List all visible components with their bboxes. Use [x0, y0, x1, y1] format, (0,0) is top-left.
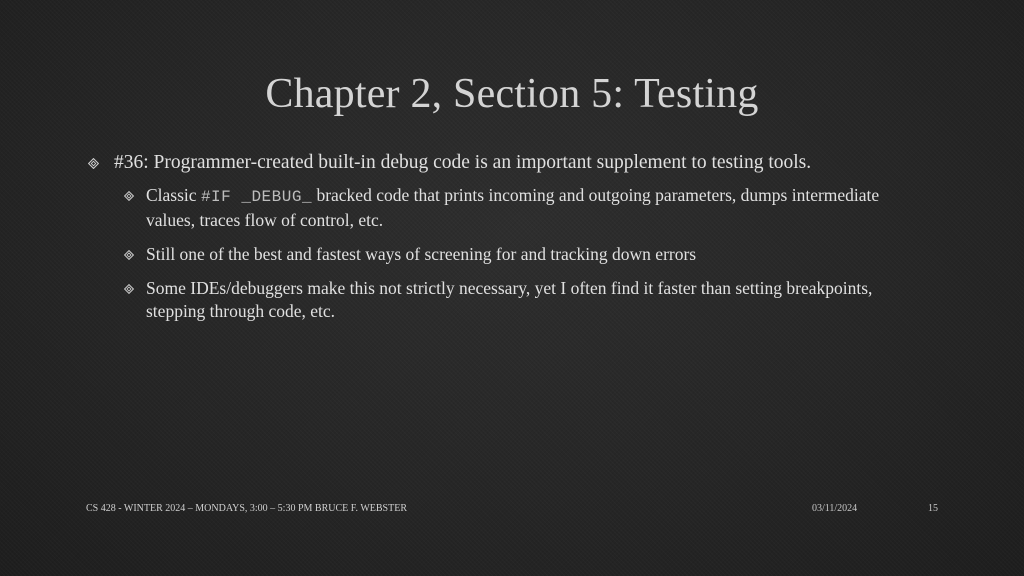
main-bullet-text: #36: Programmer-created built-in debug code is an important supplement to testing tools.	[114, 152, 812, 173]
sub-bullet-text: Still one of the best and fastest ways of screening for and tracking down errors	[146, 244, 697, 264]
debug-code-snippet: #IF _DEBUG_	[200, 188, 313, 206]
footer-page-number: 15	[928, 503, 938, 514]
sub-bullet	[124, 243, 906, 266]
slide-content	[88, 150, 968, 323]
diamond-outline-icon	[124, 284, 134, 294]
sub-bullet	[124, 277, 906, 323]
slide-title: Chapter 2, Section 5: Testing	[265, 71, 759, 117]
diamond-outline-icon	[124, 250, 134, 260]
sub-bullet-text: Some IDEs/debuggers make this not strictly necessary, yet I often find it faster than setting breakpoints, stepping through code, etc.	[146, 278, 873, 321]
footer-course-info: CS 428 - WINTER 2024 – MONDAYS, 3:00 – 5:30 PM BRUCE F. WEBSTER	[86, 503, 407, 514]
main-bullet	[88, 150, 968, 176]
footer-date: 03/11/2024	[812, 503, 858, 514]
sub-bullet	[124, 184, 906, 232]
diamond-outline-icon	[124, 191, 134, 201]
diamond-outline-icon	[88, 158, 99, 169]
sub-bullet-prefix: Classic	[146, 185, 201, 205]
sub-bullet-suffix: bracked code that prints incoming and outgoing parameters, dumps intermediate values, traces flow of control, etc.	[146, 185, 880, 230]
